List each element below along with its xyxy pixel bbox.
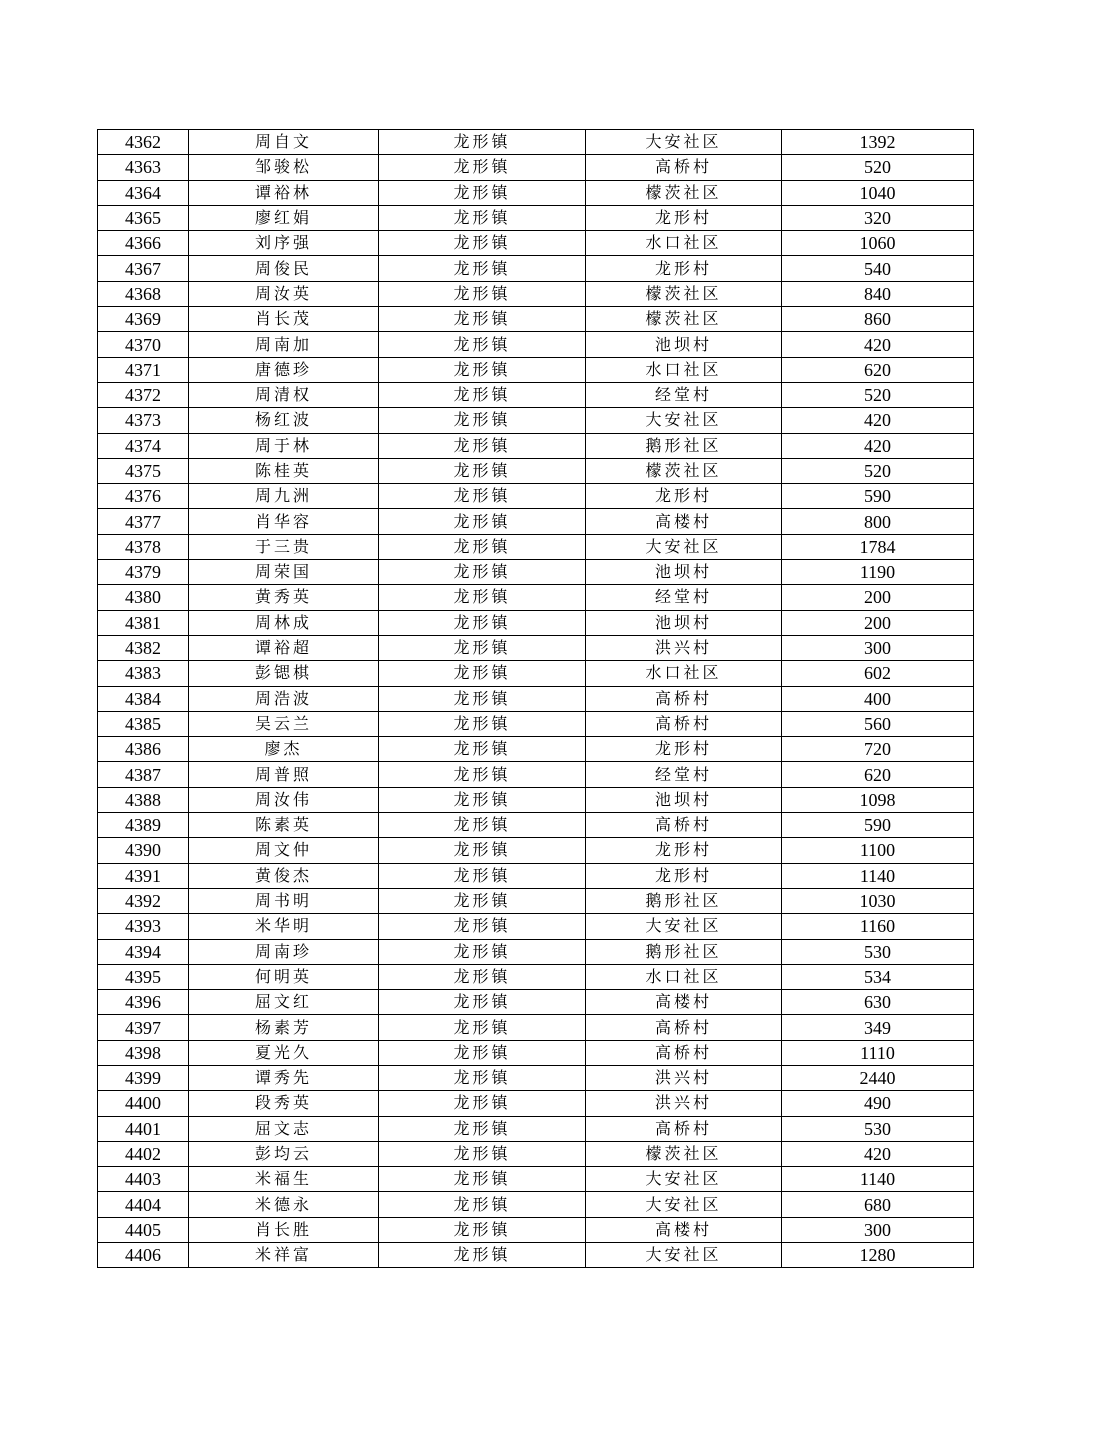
town-cell: 龙形镇 — [379, 408, 586, 433]
amount-cell: 720 — [782, 737, 974, 762]
row-number-cell: 4381 — [98, 610, 189, 635]
name-cell: 米德永 — [189, 1192, 379, 1217]
town-cell: 龙形镇 — [379, 661, 586, 686]
table-row — [98, 661, 974, 686]
row-number-cell: 4379 — [98, 560, 189, 585]
roster-table — [97, 129, 974, 1268]
town-cell: 龙形镇 — [379, 1243, 586, 1268]
name-cell: 米祥富 — [189, 1243, 379, 1268]
amount-cell: 530 — [782, 939, 974, 964]
town-cell: 龙形镇 — [379, 332, 586, 357]
amount-cell: 1100 — [782, 838, 974, 863]
town-cell: 龙形镇 — [379, 534, 586, 559]
table-row — [98, 686, 974, 711]
amount-cell: 520 — [782, 458, 974, 483]
amount-cell: 620 — [782, 762, 974, 787]
table-row — [98, 408, 974, 433]
village-cell: 高桥村 — [586, 155, 782, 180]
amount-cell: 1110 — [782, 1040, 974, 1065]
table-row — [98, 1141, 974, 1166]
village-cell: 大安社区 — [586, 1243, 782, 1268]
row-number-cell: 4406 — [98, 1243, 189, 1268]
town-cell: 龙形镇 — [379, 939, 586, 964]
row-number-cell: 4375 — [98, 458, 189, 483]
row-number-cell: 4395 — [98, 964, 189, 989]
town-cell: 龙形镇 — [379, 787, 586, 812]
table-row — [98, 130, 974, 155]
village-cell: 水口社区 — [586, 661, 782, 686]
amount-cell: 520 — [782, 155, 974, 180]
name-cell: 陈素英 — [189, 813, 379, 838]
row-number-cell: 4382 — [98, 635, 189, 660]
name-cell: 邹骏松 — [189, 155, 379, 180]
town-cell: 龙形镇 — [379, 1217, 586, 1242]
amount-cell: 1784 — [782, 534, 974, 559]
village-cell: 水口社区 — [586, 357, 782, 382]
town-cell: 龙形镇 — [379, 762, 586, 787]
amount-cell: 590 — [782, 813, 974, 838]
name-cell: 周清权 — [189, 382, 379, 407]
table-row — [98, 231, 974, 256]
table-row — [98, 281, 974, 306]
row-number-cell: 4402 — [98, 1141, 189, 1166]
town-cell: 龙形镇 — [379, 813, 586, 838]
town-cell: 龙形镇 — [379, 307, 586, 332]
village-cell: 经堂村 — [586, 585, 782, 610]
roster-table-body — [98, 130, 974, 1268]
row-number-cell: 4400 — [98, 1091, 189, 1116]
amount-cell: 1030 — [782, 888, 974, 913]
table-row — [98, 509, 974, 534]
amount-cell: 560 — [782, 711, 974, 736]
name-cell: 刘序强 — [189, 231, 379, 256]
name-cell: 段秀英 — [189, 1091, 379, 1116]
amount-cell: 1060 — [782, 231, 974, 256]
amount-cell: 300 — [782, 1217, 974, 1242]
name-cell: 肖华容 — [189, 509, 379, 534]
name-cell: 周俊民 — [189, 256, 379, 281]
name-cell: 周浩波 — [189, 686, 379, 711]
amount-cell: 1190 — [782, 560, 974, 585]
village-cell: 檬茨社区 — [586, 1141, 782, 1166]
village-cell: 大安社区 — [586, 914, 782, 939]
town-cell: 龙形镇 — [379, 458, 586, 483]
name-cell: 米福生 — [189, 1167, 379, 1192]
town-cell: 龙形镇 — [379, 382, 586, 407]
table-row — [98, 560, 974, 585]
name-cell: 黄俊杰 — [189, 863, 379, 888]
row-number-cell: 4362 — [98, 130, 189, 155]
village-cell: 檬茨社区 — [586, 458, 782, 483]
village-cell: 大安社区 — [586, 1192, 782, 1217]
amount-cell: 1040 — [782, 180, 974, 205]
town-cell: 龙形镇 — [379, 205, 586, 230]
town-cell: 龙形镇 — [379, 180, 586, 205]
row-number-cell: 4392 — [98, 888, 189, 913]
town-cell: 龙形镇 — [379, 1040, 586, 1065]
amount-cell: 1140 — [782, 1167, 974, 1192]
row-number-cell: 4373 — [98, 408, 189, 433]
amount-cell: 630 — [782, 990, 974, 1015]
village-cell: 龙形村 — [586, 256, 782, 281]
amount-cell: 420 — [782, 1141, 974, 1166]
table-row — [98, 357, 974, 382]
name-cell: 周林成 — [189, 610, 379, 635]
amount-cell: 1280 — [782, 1243, 974, 1268]
row-number-cell: 4384 — [98, 686, 189, 711]
amount-cell: 520 — [782, 382, 974, 407]
name-cell: 廖杰 — [189, 737, 379, 762]
name-cell: 周汝英 — [189, 281, 379, 306]
table-row — [98, 762, 974, 787]
town-cell: 龙形镇 — [379, 711, 586, 736]
village-cell: 鹅形社区 — [586, 888, 782, 913]
village-cell: 龙形村 — [586, 205, 782, 230]
table-row — [98, 787, 974, 812]
amount-cell: 860 — [782, 307, 974, 332]
town-cell: 龙形镇 — [379, 585, 586, 610]
table-row — [98, 737, 974, 762]
town-cell: 龙形镇 — [379, 1141, 586, 1166]
amount-cell: 400 — [782, 686, 974, 711]
name-cell: 周书明 — [189, 888, 379, 913]
amount-cell: 530 — [782, 1116, 974, 1141]
amount-cell: 1160 — [782, 914, 974, 939]
amount-cell: 200 — [782, 585, 974, 610]
village-cell: 龙形村 — [586, 737, 782, 762]
table-row — [98, 1192, 974, 1217]
row-number-cell: 4370 — [98, 332, 189, 357]
table-row — [98, 610, 974, 635]
table-row — [98, 585, 974, 610]
row-number-cell: 4401 — [98, 1116, 189, 1141]
name-cell: 唐德珍 — [189, 357, 379, 382]
row-number-cell: 4388 — [98, 787, 189, 812]
row-number-cell: 4390 — [98, 838, 189, 863]
town-cell: 龙形镇 — [379, 990, 586, 1015]
town-cell: 龙形镇 — [379, 256, 586, 281]
row-number-cell: 4365 — [98, 205, 189, 230]
town-cell: 龙形镇 — [379, 838, 586, 863]
table-row — [98, 1116, 974, 1141]
name-cell: 米华明 — [189, 914, 379, 939]
row-number-cell: 4377 — [98, 509, 189, 534]
town-cell: 龙形镇 — [379, 484, 586, 509]
table-row — [98, 1065, 974, 1090]
town-cell: 龙形镇 — [379, 635, 586, 660]
town-cell: 龙形镇 — [379, 914, 586, 939]
table-row — [98, 914, 974, 939]
town-cell: 龙形镇 — [379, 560, 586, 585]
name-cell: 黄秀英 — [189, 585, 379, 610]
row-number-cell: 4391 — [98, 863, 189, 888]
table-row — [98, 990, 974, 1015]
row-number-cell: 4368 — [98, 281, 189, 306]
row-number-cell: 4380 — [98, 585, 189, 610]
amount-cell: 2440 — [782, 1065, 974, 1090]
village-cell: 高楼村 — [586, 509, 782, 534]
name-cell: 陈桂英 — [189, 458, 379, 483]
village-cell: 池坝村 — [586, 787, 782, 812]
village-cell: 大安社区 — [586, 130, 782, 155]
row-number-cell: 4403 — [98, 1167, 189, 1192]
amount-cell: 420 — [782, 332, 974, 357]
name-cell: 肖长胜 — [189, 1217, 379, 1242]
town-cell: 龙形镇 — [379, 130, 586, 155]
village-cell: 高桥村 — [586, 686, 782, 711]
row-number-cell: 4399 — [98, 1065, 189, 1090]
town-cell: 龙形镇 — [379, 610, 586, 635]
name-cell: 屈文志 — [189, 1116, 379, 1141]
table-row — [98, 939, 974, 964]
table-row — [98, 484, 974, 509]
name-cell: 夏光久 — [189, 1040, 379, 1065]
village-cell: 檬茨社区 — [586, 281, 782, 306]
name-cell: 周九洲 — [189, 484, 379, 509]
village-cell: 池坝村 — [586, 332, 782, 357]
row-number-cell: 4383 — [98, 661, 189, 686]
row-number-cell: 4393 — [98, 914, 189, 939]
village-cell: 高桥村 — [586, 711, 782, 736]
name-cell: 周荣国 — [189, 560, 379, 585]
village-cell: 龙形村 — [586, 838, 782, 863]
village-cell: 大安社区 — [586, 534, 782, 559]
row-number-cell: 4366 — [98, 231, 189, 256]
table-row — [98, 635, 974, 660]
amount-cell: 680 — [782, 1192, 974, 1217]
village-cell: 高桥村 — [586, 813, 782, 838]
village-cell: 水口社区 — [586, 964, 782, 989]
amount-cell: 1098 — [782, 787, 974, 812]
amount-cell: 490 — [782, 1091, 974, 1116]
table-row — [98, 838, 974, 863]
row-number-cell: 4386 — [98, 737, 189, 762]
name-cell: 周文仲 — [189, 838, 379, 863]
table-row — [98, 332, 974, 357]
row-number-cell: 4364 — [98, 180, 189, 205]
table-row — [98, 964, 974, 989]
table-row — [98, 180, 974, 205]
row-number-cell: 4405 — [98, 1217, 189, 1242]
amount-cell: 200 — [782, 610, 974, 635]
table-row — [98, 1217, 974, 1242]
town-cell: 龙形镇 — [379, 1192, 586, 1217]
town-cell: 龙形镇 — [379, 1015, 586, 1040]
table-row — [98, 711, 974, 736]
row-number-cell: 4387 — [98, 762, 189, 787]
village-cell: 洪兴村 — [586, 1065, 782, 1090]
name-cell: 谭裕林 — [189, 180, 379, 205]
town-cell: 龙形镇 — [379, 888, 586, 913]
amount-cell: 420 — [782, 408, 974, 433]
town-cell: 龙形镇 — [379, 281, 586, 306]
row-number-cell: 4378 — [98, 534, 189, 559]
town-cell: 龙形镇 — [379, 964, 586, 989]
row-number-cell: 4404 — [98, 1192, 189, 1217]
row-number-cell: 4363 — [98, 155, 189, 180]
amount-cell: 602 — [782, 661, 974, 686]
table-row — [98, 1167, 974, 1192]
name-cell: 廖红娟 — [189, 205, 379, 230]
row-number-cell: 4397 — [98, 1015, 189, 1040]
amount-cell: 320 — [782, 205, 974, 230]
town-cell: 龙形镇 — [379, 1065, 586, 1090]
name-cell: 周南加 — [189, 332, 379, 357]
name-cell: 彭锶棋 — [189, 661, 379, 686]
town-cell: 龙形镇 — [379, 863, 586, 888]
village-cell: 池坝村 — [586, 560, 782, 585]
village-cell: 高楼村 — [586, 990, 782, 1015]
table-row — [98, 863, 974, 888]
table-row — [98, 382, 974, 407]
town-cell: 龙形镇 — [379, 509, 586, 534]
village-cell: 鹅形社区 — [586, 433, 782, 458]
table-row — [98, 1243, 974, 1268]
amount-cell: 349 — [782, 1015, 974, 1040]
amount-cell: 840 — [782, 281, 974, 306]
village-cell: 经堂村 — [586, 382, 782, 407]
row-number-cell: 4394 — [98, 939, 189, 964]
row-number-cell: 4385 — [98, 711, 189, 736]
name-cell: 何明英 — [189, 964, 379, 989]
table-row — [98, 813, 974, 838]
row-number-cell: 4367 — [98, 256, 189, 281]
name-cell: 彭均云 — [189, 1141, 379, 1166]
village-cell: 高桥村 — [586, 1015, 782, 1040]
village-cell: 鹅形社区 — [586, 939, 782, 964]
village-cell: 池坝村 — [586, 610, 782, 635]
village-cell: 檬茨社区 — [586, 180, 782, 205]
table-row — [98, 155, 974, 180]
row-number-cell: 4371 — [98, 357, 189, 382]
table-row — [98, 534, 974, 559]
name-cell: 谭秀先 — [189, 1065, 379, 1090]
village-cell: 龙形村 — [586, 863, 782, 888]
village-cell: 檬茨社区 — [586, 307, 782, 332]
amount-cell: 420 — [782, 433, 974, 458]
town-cell: 龙形镇 — [379, 686, 586, 711]
name-cell: 于三贵 — [189, 534, 379, 559]
name-cell: 周南珍 — [189, 939, 379, 964]
town-cell: 龙形镇 — [379, 155, 586, 180]
table-row — [98, 1015, 974, 1040]
amount-cell: 1140 — [782, 863, 974, 888]
amount-cell: 534 — [782, 964, 974, 989]
town-cell: 龙形镇 — [379, 357, 586, 382]
village-cell: 经堂村 — [586, 762, 782, 787]
village-cell: 洪兴村 — [586, 635, 782, 660]
amount-cell: 590 — [782, 484, 974, 509]
table-row — [98, 888, 974, 913]
village-cell: 龙形村 — [586, 484, 782, 509]
village-cell: 洪兴村 — [586, 1091, 782, 1116]
village-cell: 高楼村 — [586, 1217, 782, 1242]
table-row — [98, 307, 974, 332]
row-number-cell: 4398 — [98, 1040, 189, 1065]
name-cell: 杨素芳 — [189, 1015, 379, 1040]
name-cell: 周自文 — [189, 130, 379, 155]
table-row — [98, 458, 974, 483]
table-row — [98, 1040, 974, 1065]
name-cell: 吴云兰 — [189, 711, 379, 736]
name-cell: 周汝伟 — [189, 787, 379, 812]
name-cell: 肖长茂 — [189, 307, 379, 332]
table-row — [98, 433, 974, 458]
village-cell: 高桥村 — [586, 1040, 782, 1065]
town-cell: 龙形镇 — [379, 433, 586, 458]
row-number-cell: 4374 — [98, 433, 189, 458]
amount-cell: 1392 — [782, 130, 974, 155]
table-row — [98, 1091, 974, 1116]
town-cell: 龙形镇 — [379, 1167, 586, 1192]
name-cell: 周于林 — [189, 433, 379, 458]
row-number-cell: 4369 — [98, 307, 189, 332]
row-number-cell: 4389 — [98, 813, 189, 838]
name-cell: 谭裕超 — [189, 635, 379, 660]
town-cell: 龙形镇 — [379, 1091, 586, 1116]
village-cell: 水口社区 — [586, 231, 782, 256]
amount-cell: 300 — [782, 635, 974, 660]
amount-cell: 620 — [782, 357, 974, 382]
town-cell: 龙形镇 — [379, 1116, 586, 1141]
amount-cell: 800 — [782, 509, 974, 534]
village-cell: 高桥村 — [586, 1116, 782, 1141]
row-number-cell: 4376 — [98, 484, 189, 509]
name-cell: 屈文红 — [189, 990, 379, 1015]
amount-cell: 540 — [782, 256, 974, 281]
name-cell: 杨红波 — [189, 408, 379, 433]
name-cell: 周普照 — [189, 762, 379, 787]
village-cell: 大安社区 — [586, 408, 782, 433]
town-cell: 龙形镇 — [379, 231, 586, 256]
table-row — [98, 256, 974, 281]
village-cell: 大安社区 — [586, 1167, 782, 1192]
row-number-cell: 4396 — [98, 990, 189, 1015]
town-cell: 龙形镇 — [379, 737, 586, 762]
row-number-cell: 4372 — [98, 382, 189, 407]
table-row — [98, 205, 974, 230]
